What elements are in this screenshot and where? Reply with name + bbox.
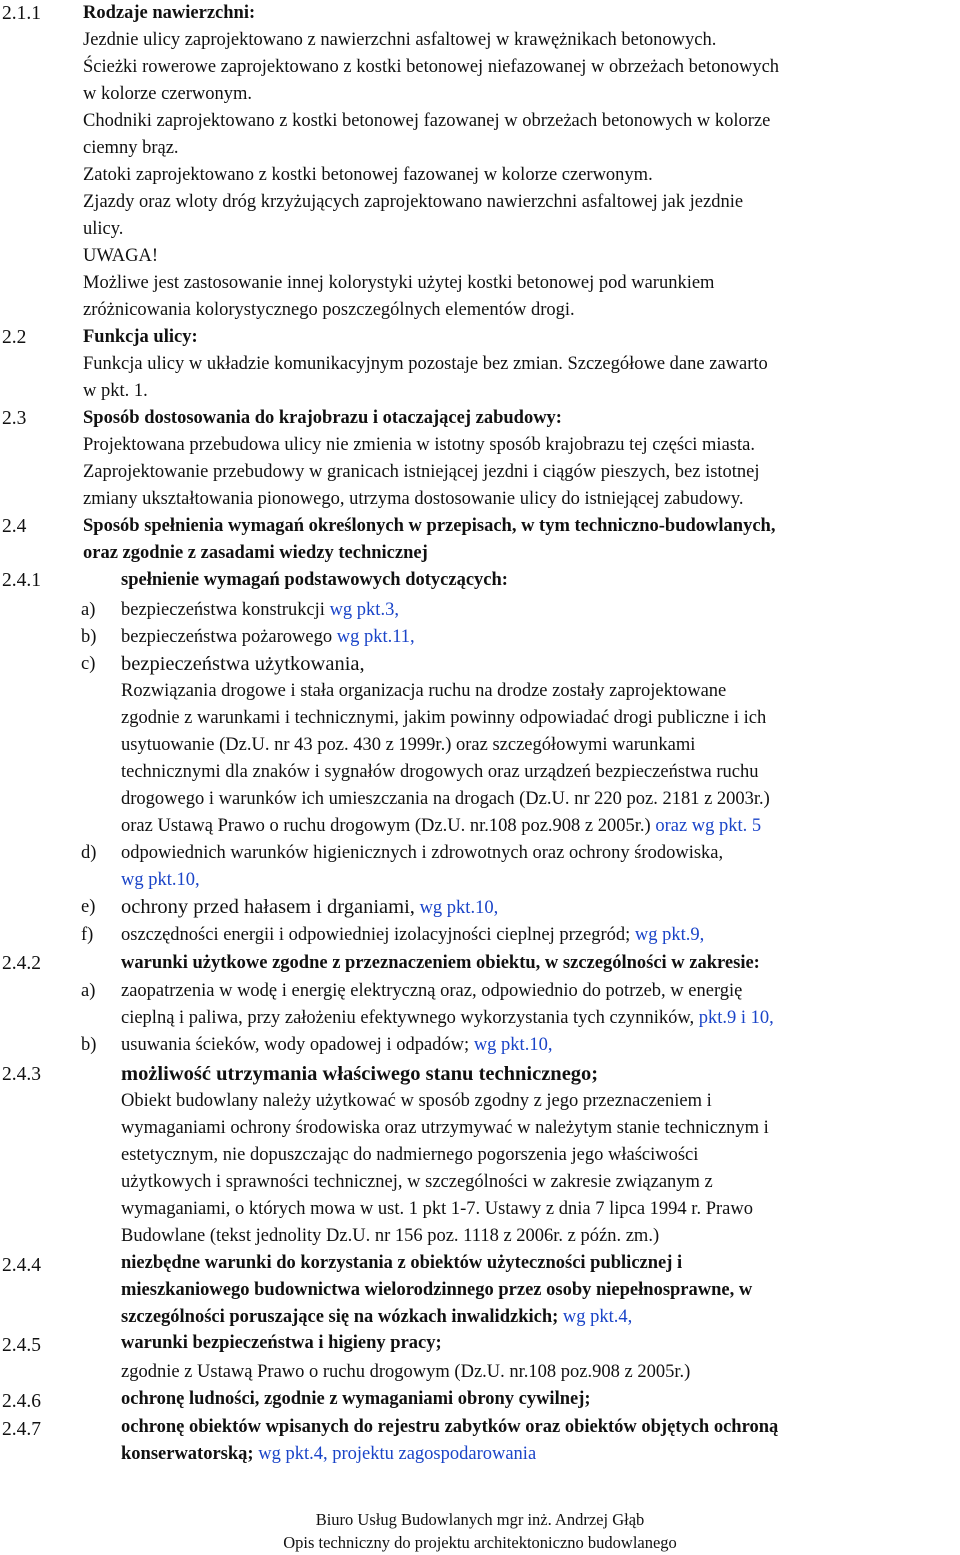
list-item: odpowiednich warunków higienicznych i zdrowotnych oraz ochrony środowiska, — [121, 843, 724, 863]
warning-label: UWAGA! — [83, 246, 159, 266]
paragraph-line: użytkowych i sprawności technicznej, w szczególności w zakresie związanym z — [121, 1172, 713, 1192]
footer-office: Biuro Usług Budowlanych mgr inż. Andrzej Głąb — [315, 1510, 645, 1529]
paragraph-line: w pkt. 1. — [83, 381, 148, 401]
paragraph-line: zmiany ukształtowania pionowego, utrzyma dostosowanie ulicy do istniejącej zabudowy. — [83, 489, 744, 509]
list-label: f) — [81, 925, 94, 945]
section-heading: szczególności poruszające się na wózkach inwalidzkich; wg pkt.4, — [121, 1307, 633, 1327]
list-label: b) — [81, 1035, 97, 1055]
section-heading: warunki bezpieczeństwa i higieny pracy; — [121, 1333, 442, 1353]
section-number: 2.4 — [2, 516, 27, 537]
paragraph-line: Możliwe jest zastosowanie innej kolorystyki użytej kostki betonowej pod warunkiem — [83, 273, 715, 293]
list-item: oszczędności energii i odpowiedniej izolacyjności cieplnej przegród; wg pkt.9, — [121, 925, 705, 945]
paragraph-line: Zjazdy oraz wloty dróg krzyżujących zaprojektowano nawierzchni asfaltowej jak jezdnie — [83, 192, 744, 212]
section-heading: Sposób spełnienia wymagań określonych w przepisach, w tym techniczno-budowlanych, — [83, 516, 776, 536]
list-label: d) — [81, 843, 97, 863]
section-heading: niezbędne warunki do korzystania z obiektów użyteczności publicznej i — [121, 1253, 683, 1273]
list-label: a) — [81, 600, 96, 620]
list-label: e) — [81, 897, 96, 917]
section-number: 2.4.5 — [2, 1335, 41, 1356]
paragraph-line: Budowlane (tekst jednolity Dz.U. nr 156 poz. 1118 z 2006r. z późn. zm.) — [121, 1226, 660, 1246]
paragraph-line: Ścieżki rowerowe zaprojektowano z kostki betonowej niefazowanej w obrzeżach betonowych — [83, 57, 780, 77]
paragraph-line: estetycznym, nie dopuszczając do nadmiernego pogorszenia jego właściwości — [121, 1145, 699, 1165]
paragraph-line: Chodniki zaprojektowano z kostki betonowej fazowanej w obrzeżach betonowych w kolorze — [83, 111, 771, 131]
paragraph-line: usytuowanie (Dz.U. nr 43 poz. 430 z 1999r.) oraz szczegółowymi warunkami — [121, 735, 696, 755]
section-heading: warunki użytkowe zgodne z przeznaczeniem obiektu, w szczególności w zakresie: — [121, 953, 760, 973]
section-heading: ochronę ludności, zgodnie z wymaganiami obrony cywilnej; — [121, 1389, 591, 1409]
paragraph-line: wymaganiami, o których mowa w ust. 1 pkt 1-7. Ustawy z dnia 7 lipca 1994 r. Prawo — [121, 1199, 753, 1219]
list-item: bezpieczeństwa konstrukcji wg pkt.3, — [121, 600, 399, 620]
section-heading: mieszkaniowego budownictwa wielorodzinnego przez osoby niepełnosprawne, w — [121, 1280, 753, 1300]
reference-link[interactable]: wg pkt.4, — [562, 1307, 633, 1327]
section-heading: możliwość utrzymania właściwego stanu technicznego; — [121, 1063, 599, 1085]
list-label: b) — [81, 627, 97, 647]
section-number: 2.2 — [2, 327, 27, 348]
section-number: 2.4.4 — [2, 1255, 41, 1276]
reference-link[interactable]: wg pkt.10, — [419, 898, 499, 918]
reference-link[interactable]: wg pkt.3, — [329, 600, 399, 620]
section-number: 2.4.2 — [2, 953, 41, 974]
list-item: cieplną i paliwa, przy założeniu efektywnego wykorzystania tych czynników, pkt.9 i 10, — [121, 1008, 774, 1028]
section-heading: ochronę obiektów wpisanych do rejestru zabytków oraz obiektów objętych ochroną — [121, 1417, 779, 1437]
paragraph-line: Funkcja ulicy w układzie komunikacyjnym pozostaje bez zmian. Szczegółowe dane zawarto — [83, 354, 768, 374]
list-item: bezpieczeństwa użytkowania, — [121, 653, 365, 675]
section-number: 2.3 — [2, 408, 27, 429]
paragraph-line: drogowego i warunków ich umieszczania na drogach (Dz.U. nr 220 poz. 2181 z 2003r.) — [121, 789, 770, 809]
list-item: bezpieczeństwa pożarowego wg pkt.11, — [121, 627, 415, 647]
reference-link[interactable]: wg pkt.9, — [634, 925, 705, 945]
section-heading: spełnienie wymagań podstawowych dotyczących: — [121, 570, 508, 590]
section-number: 2.4.3 — [2, 1064, 41, 1085]
paragraph-line: Obiekt budowlany należy użytkować w sposób zgodny z jego przeznaczeniem i — [121, 1091, 712, 1111]
paragraph-line: ciemny brąz. — [83, 138, 179, 158]
footer-document-title: Opis techniczny do projektu architektoniczno budowlanego — [283, 1533, 677, 1552]
paragraph-line: Zatoki zaprojektowano z kostki betonowej fazowanej w kolorze czerwonym. — [83, 165, 653, 185]
section-heading: Rodzaje nawierzchni: — [83, 3, 256, 23]
paragraph-line: zróżnicowania kolorystycznego poszczególnych elementów drogi. — [83, 300, 575, 320]
list-item: usuwania ścieków, wody opadowej i odpadów; wg pkt.10, — [121, 1035, 553, 1055]
list-label: c) — [81, 654, 96, 674]
section-heading: oraz zgodnie z zasadami wiedzy technicznej — [83, 543, 428, 563]
paragraph-line: Projektowana przebudowa ulicy nie zmienia w istotny sposób krajobrazu tej części miasta. — [83, 435, 755, 455]
reference-link[interactable]: oraz wg pkt. 5 — [655, 816, 762, 836]
section-number: 2.1.1 — [2, 3, 41, 24]
paragraph-line: Jezdnie ulicy zaprojektowano z nawierzchni asfaltowej w krawężnikach betonowych. — [83, 30, 717, 50]
paragraph-line: w kolorze czerwonym. — [83, 84, 253, 104]
paragraph-line: ulicy. — [83, 219, 124, 239]
paragraph-line: Zaprojektowanie przebudowy w granicach istniejącej jezdni i ciągów pieszych, bez istotnej — [83, 462, 760, 482]
reference-link[interactable]: wg pkt.10, — [121, 870, 200, 890]
paragraph-line: zgodnie z warunkami i technicznymi, jakim powinny odpowiadać drogi publiczne i ich — [121, 708, 767, 728]
paragraph-line: wymaganiami ochrony środowiska oraz utrzymywać w należytym stanie technicznym i — [121, 1118, 769, 1138]
paragraph-line: technicznymi dla znaków i sygnałów drogowych oraz urządzeń bezpieczeństwa ruchu — [121, 762, 759, 782]
reference-link[interactable]: wg pkt.10, — [473, 1035, 553, 1055]
section-number: 2.4.6 — [2, 1391, 41, 1412]
section-number: 2.4.7 — [2, 1419, 41, 1440]
list-item: ochrony przed hałasem i drganiami, wg pkt.10, — [121, 896, 499, 918]
paragraph-line: oraz Ustawą Prawo o ruchu drogowym (Dz.U. nr.108 poz.908 z 2005r.) oraz wg pkt. 5 — [121, 816, 762, 836]
list-item: zaopatrzenia w wodę i energię elektryczną oraz, odpowiednio do potrzeb, w energię — [121, 981, 743, 1001]
paragraph-line: Rozwiązania drogowe i stała organizacja ruchu na drodze zostały zaprojektowane — [121, 681, 727, 701]
reference-link[interactable]: wg pkt.11, — [336, 627, 415, 647]
section-heading: Sposób dostosowania do krajobrazu i otaczającej zabudowy: — [83, 408, 562, 428]
reference-link[interactable]: pkt.9 i 10, — [698, 1008, 774, 1028]
section-heading: konserwatorską; wg pkt.4, projektu zagospodarowania — [121, 1444, 537, 1464]
list-label: a) — [81, 981, 96, 1001]
reference-link[interactable]: wg pkt.4, projektu zagospodarowania — [258, 1444, 537, 1464]
section-heading: Funkcja ulicy: — [83, 327, 198, 347]
section-number: 2.4.1 — [2, 570, 41, 591]
paragraph-line: zgodnie z Ustawą Prawo o ruchu drogowym (Dz.U. nr.108 poz.908 z 2005r.) — [121, 1362, 691, 1382]
